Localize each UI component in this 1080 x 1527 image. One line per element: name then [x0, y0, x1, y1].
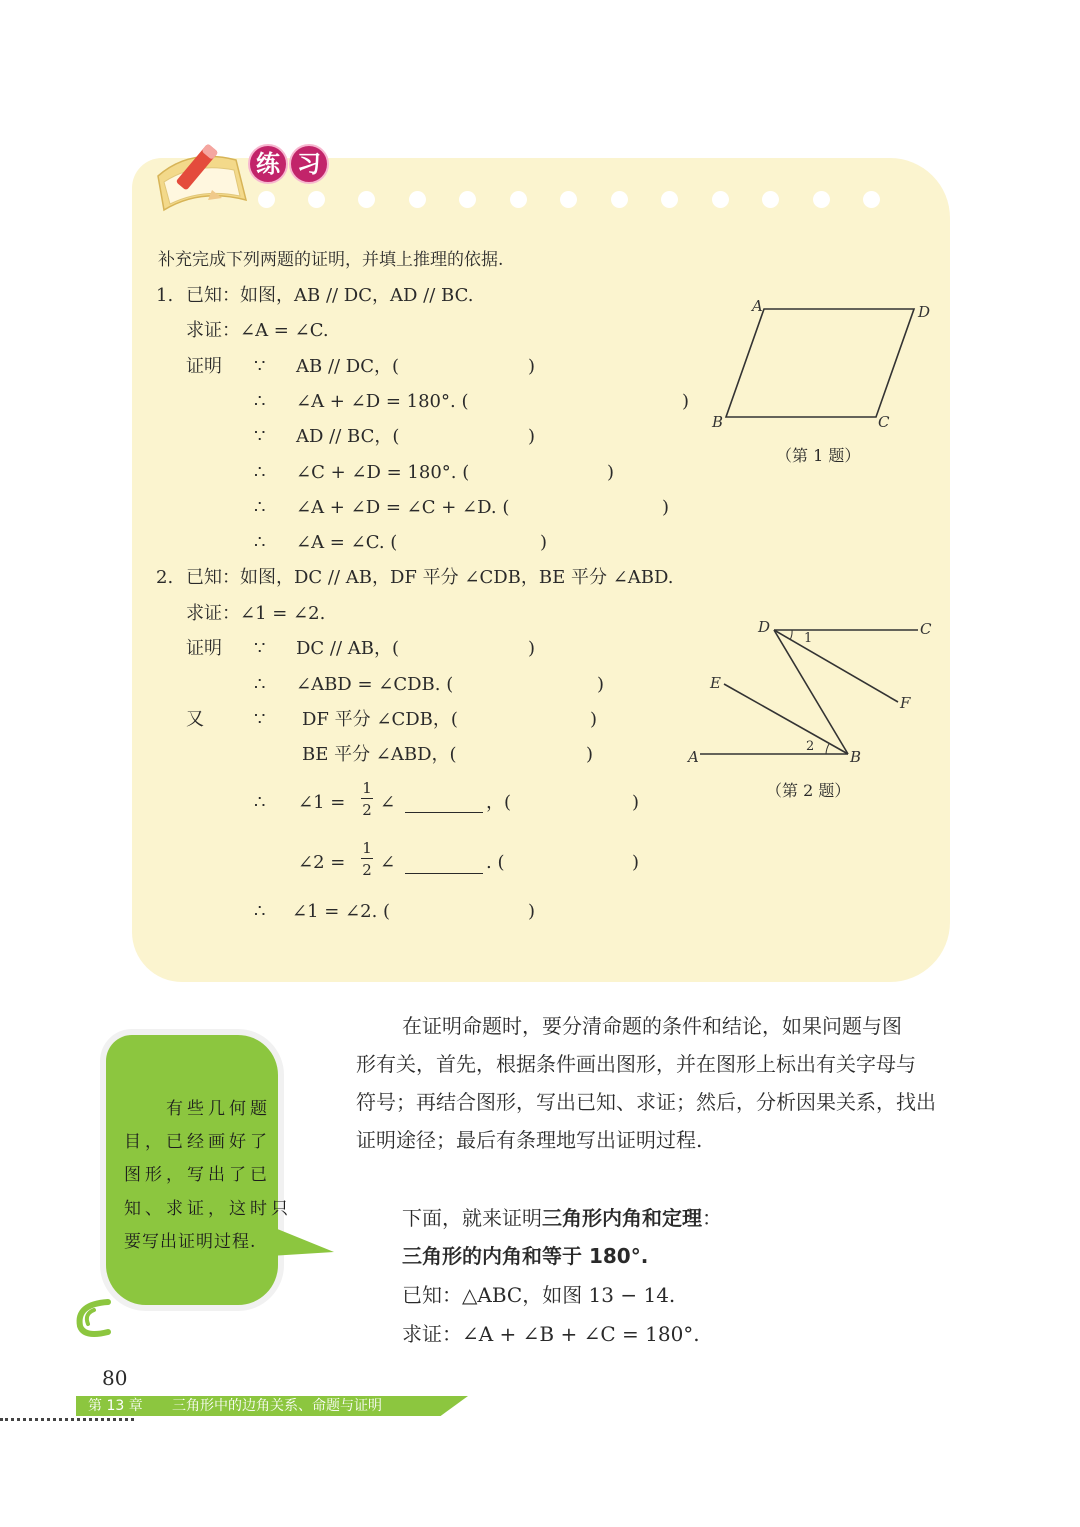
q1-step-5-text: ∠A + ∠D = ∠C + ∠D. (: [296, 497, 510, 518]
q1-step-5-symbol: ∴: [254, 497, 266, 518]
q1-step-2-symbol: ∴: [254, 391, 266, 412]
q2-given: 已知：如图，DC // AB，DF 平分 ∠CDB，BE 平分 ∠ABD.: [186, 567, 674, 588]
theorem-statement: 三角形的内角和等于 180°.: [402, 1244, 649, 1268]
q2-step-3-symbol: ∵: [254, 709, 266, 730]
q2-step-2-symbol: ∴: [254, 674, 266, 695]
q1-step-2-text: ∠A + ∠D = 180°. (: [296, 391, 469, 412]
q1-step-1-symbol: ∵: [254, 356, 266, 377]
binder-hole: [863, 191, 880, 208]
q2-half-step-2-numerator: 1: [362, 839, 372, 857]
figure2-label-d: D: [758, 618, 771, 636]
exercise-title-char-1: 练: [248, 144, 288, 184]
bubble-line-4: 知、求证，这时只: [124, 1199, 292, 1219]
paragraph-line-4: 证明途径；最后有条理地写出证明过程.: [356, 1128, 703, 1152]
figure2-label-c: C: [920, 620, 932, 638]
q1-number: 1.: [156, 285, 174, 306]
parallel-lines-figure: [680, 612, 940, 782]
figure1-label-a: A: [752, 297, 763, 315]
bubble-line-5: 要写出证明过程.: [124, 1232, 257, 1252]
q1-proof-label: 证明: [186, 356, 222, 377]
q2-half-step-1-numerator: 1: [362, 779, 372, 797]
figure2-angle-1: 1: [804, 631, 813, 646]
q1-step-3-symbol: ∵: [254, 426, 266, 447]
q2-half-step-1-symbol: ∴: [254, 792, 266, 813]
q1-step-6-close: ): [540, 532, 548, 553]
q1-step-2-close: ): [682, 391, 690, 412]
q2-half-step-1-denominator: 2: [362, 801, 372, 819]
figure2-label-b: B: [850, 748, 862, 766]
page-number: 80: [102, 1366, 128, 1390]
q2-prove: 求证：∠1 = ∠2.: [186, 603, 326, 624]
q1-step-6-text: ∠A = ∠C. (: [296, 532, 398, 553]
bubble-tail: [270, 1226, 340, 1266]
paragraph-line-2: 形有关，首先，根据条件画出图形，并在图形上标出有关字母与: [356, 1052, 916, 1076]
theorem-given: 已知：△ABC，如图 13 − 14.: [402, 1283, 676, 1307]
bubble-line-1: 有些几何题: [166, 1099, 271, 1119]
q2-step-3-text: DF 平分 ∠CDB，(: [302, 709, 458, 730]
figure2-label-a: A: [688, 748, 699, 766]
figure1-label-b: B: [712, 413, 724, 431]
q2-number: 2.: [156, 567, 174, 588]
q1-step-3-text: AD // BC，(: [296, 426, 400, 447]
q2-half-step-2-close: ): [632, 852, 640, 873]
q2-step-1-text: DC // AB，(: [296, 638, 400, 659]
exercise-title-char-2: 习: [289, 144, 329, 184]
bubble-line-2: 目，已经画好了: [124, 1132, 271, 1152]
q1-given: 已知：如图，AB // DC，AD // BC.: [186, 285, 474, 306]
q1-step-4-symbol: ∴: [254, 462, 266, 483]
figure2-angle-2: 2: [806, 739, 815, 754]
theorem-lead-text: 下面，就来证明: [402, 1206, 542, 1230]
q2-final-text: ∠1 = ∠2. (: [292, 901, 391, 922]
q2-final-symbol: ∴: [254, 901, 266, 922]
q2-proof-label: 证明: [186, 638, 222, 659]
theorem-prove: 求证：∠A + ∠B + ∠C = 180°.: [402, 1322, 700, 1346]
binder-hole: [712, 191, 729, 208]
footer-dotted-rule: [0, 1418, 134, 1421]
q2-step-2-text: ∠ABD = ∠CDB. (: [296, 674, 454, 695]
parallelogram-figure: [700, 295, 940, 435]
figure1-label-c: C: [878, 413, 890, 431]
theorem-lead-tail: ：: [702, 1206, 722, 1230]
pencil-paper-icon: [150, 138, 260, 218]
answer-blank: [405, 812, 483, 813]
q1-step-1-close: ): [528, 356, 536, 377]
fraction-bar: [361, 858, 373, 859]
binder-hole: [762, 191, 779, 208]
q2-half-step-2-denominator: 2: [362, 861, 372, 879]
q1-step-3-close: ): [528, 426, 536, 447]
q2-half-step-1-tail: ，(: [486, 792, 512, 813]
figure1-caption: （第 1 题）: [776, 446, 861, 465]
binder-hole: [459, 191, 476, 208]
q2-step-4-text: BE 平分 ∠ABD，(: [302, 744, 457, 765]
q2-half-step-2-lhs: ∠2 =: [298, 852, 346, 873]
fraction-bar: [361, 798, 373, 799]
q2-step-3-close: ): [590, 709, 598, 730]
q2-half-step-2-tail: . (: [486, 852, 505, 873]
binder-hole: [813, 191, 830, 208]
q1-prove: 求证：∠A = ∠C.: [186, 320, 329, 341]
binder-hole: [510, 191, 527, 208]
binder-hole: [308, 191, 325, 208]
q1-step-5-close: ): [662, 497, 670, 518]
binder-hole: [661, 191, 678, 208]
answer-blank: [405, 873, 483, 874]
binder-hole: [409, 191, 426, 208]
bubble-line-3: 图形，写出了已: [124, 1165, 271, 1185]
parallelogram-shape: [726, 309, 914, 417]
figure1-label-d: D: [918, 303, 931, 321]
figure2-label-e: E: [710, 674, 721, 692]
bubble-swirl-icon: [68, 1296, 128, 1342]
chapter-title: 三角形中的边角关系、命题与证明: [172, 1398, 382, 1414]
q2-half-step-2-angle: ∠: [380, 852, 396, 873]
theorem-lead: [402, 1199, 722, 1237]
paragraph-line-1: 在证明命题时，要分清命题的条件和结论，如果问题与图: [402, 1014, 902, 1038]
q1-step-4-text: ∠C + ∠D = 180°. (: [296, 462, 470, 483]
theorem-name: 三角形内角和定理: [542, 1206, 702, 1230]
q1-step-6-symbol: ∴: [254, 532, 266, 553]
q2-step-1-symbol: ∵: [254, 638, 266, 659]
q2-final-close: ): [528, 901, 536, 922]
binder-hole: [611, 191, 628, 208]
q2-half-step-1-angle: ∠: [380, 792, 396, 813]
binder-hole: [258, 191, 275, 208]
q1-step-4-close: ): [607, 462, 615, 483]
binder-hole: [560, 191, 577, 208]
q2-also-label: 又: [186, 709, 204, 730]
q1-step-1-text: AB // DC，(: [296, 356, 400, 377]
exercise-intro: 补充完成下列两题的证明，并填上推理的依据.: [158, 250, 504, 270]
q2-step-1-close: ): [528, 638, 536, 659]
binder-hole: [358, 191, 375, 208]
paragraph-line-3: 符号；再结合图形，写出已知、求证；然后，分析因果关系，找出: [356, 1090, 936, 1114]
q2-step-4-close: ): [586, 744, 594, 765]
q2-step-2-close: ): [597, 674, 605, 695]
q2-half-step-1-close: ): [632, 792, 640, 813]
figure2-caption: （第 2 题）: [766, 781, 851, 800]
figure2-label-f: F: [900, 694, 911, 712]
chapter-number: 第 13 章: [88, 1398, 143, 1414]
q2-half-step-1-lhs: ∠1 =: [298, 792, 346, 813]
